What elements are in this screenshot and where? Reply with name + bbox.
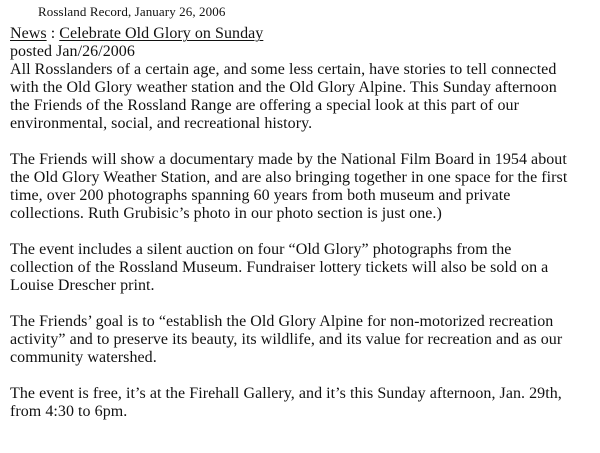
source-caption: Rossland Record, January 26, 2006 (38, 4, 226, 19)
text-line: activity” and to preserve its beauty, its wildlife, and its value for recreation and as our (10, 331, 563, 348)
paragraph-documentary (10, 151, 596, 223)
text-line: The Friends’ goal is to “establish the Old Glory Alpine for non-motorized recreation (10, 313, 554, 330)
text-line: All Rosslanders of a certain age, and some less certain, have stories to tell connected (10, 61, 557, 78)
text-line: time, over 200 photographs spanning 60 years from both museum and private (10, 187, 511, 204)
text-line: with the Old Glory weather station and the Old Glory Alpine. This Sunday afternoon (10, 79, 557, 96)
text-line: the Friends of the Rossland Range are offering a special look at this part of our (10, 97, 519, 114)
text-line: from 4:30 to 6pm. (10, 403, 128, 420)
text-line: The Friends will show a documentary made by the National Film Board in 1954 about (10, 151, 567, 168)
text-line: collection of the Rossland Museum. Fundraiser lottery tickets will also be sold on a (10, 259, 549, 276)
article-title: Celebrate Old Glory on Sunday (59, 25, 264, 42)
text-line: The event is free, it’s at the Firehall Gallery, and it’s this Sunday afternoon, Jan. 29th, (10, 385, 562, 402)
text-line: collections. Ruth Grubisic’s photo in our photo section is just one.) (10, 205, 442, 222)
paragraph-intro (10, 61, 596, 133)
breadcrumb (10, 25, 596, 43)
text-line: Louise Drescher print. (10, 277, 155, 294)
paragraph-event-details (10, 385, 596, 421)
text-line: environmental, social, and recreational history. (10, 115, 313, 132)
text-line: The event includes a silent auction on four “Old Glory” photographs from the (10, 241, 512, 258)
paragraph-goal (10, 313, 596, 367)
text-line: the Old Glory Weather Station, and are also bringing together in one space for the first (10, 169, 568, 186)
text-line: community watershed. (10, 349, 157, 366)
paragraph-auction (10, 241, 596, 295)
breadcrumb-section: News (10, 25, 47, 42)
article (10, 25, 596, 439)
breadcrumb-separator: : (46, 25, 60, 42)
posted-date: posted Jan/26/2006 (10, 43, 135, 60)
